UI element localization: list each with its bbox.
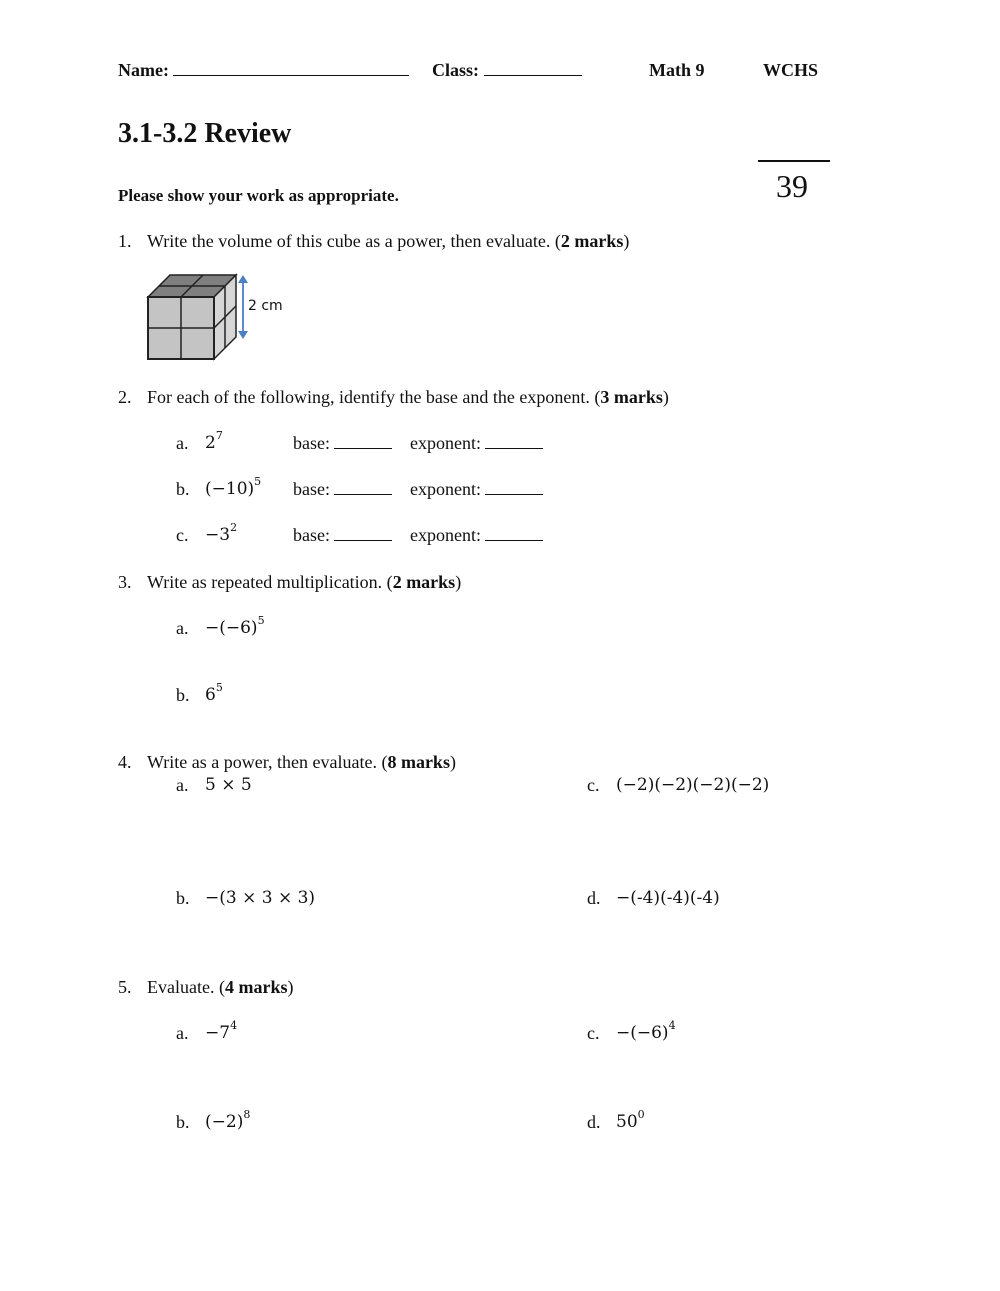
q1-prompt — [147, 231, 629, 252]
exponent-label: exponent: — [410, 525, 481, 545]
q4-item-b-letter: b. — [176, 888, 190, 908]
q5-item-c-expr — [616, 1019, 676, 1043]
q5-item-c-base: −(−6) — [616, 1023, 669, 1043]
q2-prompt — [147, 387, 669, 408]
q5-item-b-expr — [205, 1108, 251, 1132]
name-field[interactable] — [118, 60, 409, 81]
q4-item-c-expr: (−2)(−2)(−2)(−2) — [616, 775, 770, 795]
class-field[interactable] — [432, 60, 582, 81]
q3-item-a-expr — [205, 614, 265, 638]
q4-prompt — [147, 752, 456, 773]
q3-prompt — [147, 572, 461, 593]
q2-item-b-base-field[interactable] — [293, 479, 392, 500]
q2-item-b-exp: 5 — [254, 475, 262, 489]
q2-item-c-base-field[interactable] — [293, 525, 392, 546]
q5-item-c-letter: c. — [587, 1023, 600, 1043]
q1-text: Write the volume of this cube as a power, then evaluate. ( — [147, 231, 561, 251]
q5-item-a-letter: a. — [176, 1023, 189, 1043]
q5-close: ) — [287, 977, 294, 997]
instructions: Please show your work as appropriate. — [118, 186, 399, 205]
q5-item-d-letter: d. — [587, 1112, 601, 1132]
base-blank[interactable] — [334, 434, 392, 449]
q2-item-b-base: (−10) — [205, 479, 255, 499]
q5-item-d-base: 50 — [616, 1112, 638, 1132]
page-title: 3.1-3.2 Review — [118, 118, 292, 149]
base-label: base: — [293, 525, 330, 545]
q4-item-a-letter: a. — [176, 775, 189, 795]
q2-text: For each of the following, identify the base and the exponent. ( — [147, 387, 601, 407]
q2-item-b-letter: b. — [176, 479, 190, 499]
q4-item-b-expr: −(3 × 3 × 3) — [205, 888, 316, 908]
q4-number: 4. — [118, 752, 132, 772]
q3-text: Write as repeated multiplication. ( — [147, 572, 393, 592]
q3-marks: 2 marks — [392, 572, 456, 592]
q2-item-c-letter: c. — [176, 525, 189, 545]
q5-item-b-exp: 8 — [243, 1108, 251, 1122]
cube-dimension-label: 2 cm — [248, 298, 283, 314]
q4-marks: 8 marks — [387, 752, 450, 772]
q2-item-c-expr — [205, 521, 238, 545]
q2-item-a-exp: 7 — [215, 429, 223, 443]
q4-item-c-letter: c. — [587, 775, 600, 795]
q3-item-b-exp: 5 — [215, 681, 223, 695]
q5-prompt — [147, 977, 293, 998]
q1-number: 1. — [118, 231, 132, 251]
exponent-blank[interactable] — [485, 480, 543, 495]
q4-item-a-expr: 5 × 5 — [205, 775, 252, 795]
q1-close: ) — [623, 231, 630, 251]
q2-item-c-exp: 2 — [230, 521, 238, 535]
q4-item-d-letter: d. — [587, 888, 601, 908]
q5-item-b-letter: b. — [176, 1112, 190, 1132]
q4-text: Write as a power, then evaluate. ( — [147, 752, 388, 772]
q5-item-b-base: (−2) — [205, 1112, 244, 1132]
q2-item-a-letter: a. — [176, 433, 189, 453]
q3-item-b-base: 6 — [205, 685, 216, 705]
q3-close: ) — [455, 572, 462, 592]
class-blank[interactable] — [484, 61, 582, 76]
q2-item-b-expr — [205, 475, 262, 499]
score-blank-line[interactable] — [758, 160, 830, 162]
exponent-label: exponent: — [410, 479, 481, 499]
base-label: base: — [293, 433, 330, 453]
base-blank[interactable] — [334, 526, 392, 541]
q5-item-a-exp: 4 — [230, 1019, 238, 1033]
q5-item-d-expr — [616, 1108, 645, 1132]
base-label: base: — [293, 479, 330, 499]
q2-marks: 3 marks — [600, 387, 663, 407]
q3-item-a-exp: 5 — [257, 614, 265, 628]
exponent-label: exponent: — [410, 433, 481, 453]
q1-marks: 2 marks — [560, 231, 624, 251]
exponent-blank[interactable] — [485, 434, 543, 449]
q2-close: ) — [662, 387, 669, 407]
name-label: Name: — [118, 60, 169, 80]
q4-item-d-expr: −(-4)(-4)(-4) — [616, 888, 720, 908]
q3-item-b-letter: b. — [176, 685, 190, 705]
q2-item-a-base-field[interactable] — [293, 433, 392, 454]
course-name: Math 9 — [649, 60, 705, 80]
q3-item-a-letter: a. — [176, 618, 189, 638]
q3-item-a-base: −(−6) — [205, 618, 258, 638]
q3-number: 3. — [118, 572, 132, 592]
exponent-blank[interactable] — [485, 526, 543, 541]
q2-item-c-base: −3 — [205, 525, 231, 545]
q2-number: 2. — [118, 387, 132, 407]
q2-item-a-expr — [205, 429, 223, 453]
score-total: 39 — [776, 168, 808, 204]
q5-text: Evaluate. ( — [147, 977, 225, 997]
q2-item-b-exponent-field[interactable] — [410, 479, 543, 500]
q2-item-c-exponent-field[interactable] — [410, 525, 543, 546]
q5-marks: 4 marks — [224, 977, 288, 997]
q5-item-a-base: −7 — [205, 1023, 231, 1043]
base-blank[interactable] — [334, 480, 392, 495]
q2-item-a-base: 2 — [205, 433, 216, 453]
name-blank[interactable] — [173, 61, 409, 76]
q5-item-d-exp: 0 — [637, 1108, 645, 1122]
school-name: WCHS — [763, 60, 819, 80]
q3-item-b-expr — [205, 681, 223, 705]
cube-figure — [140, 268, 310, 368]
dimension-arrow — [238, 275, 248, 339]
q5-number: 5. — [118, 977, 132, 997]
q2-item-a-exponent-field[interactable] — [410, 433, 543, 454]
q5-item-c-exp: 4 — [668, 1019, 676, 1033]
q4-close: ) — [449, 752, 456, 772]
q5-item-a-expr — [205, 1019, 238, 1043]
class-label: Class: — [432, 60, 480, 80]
